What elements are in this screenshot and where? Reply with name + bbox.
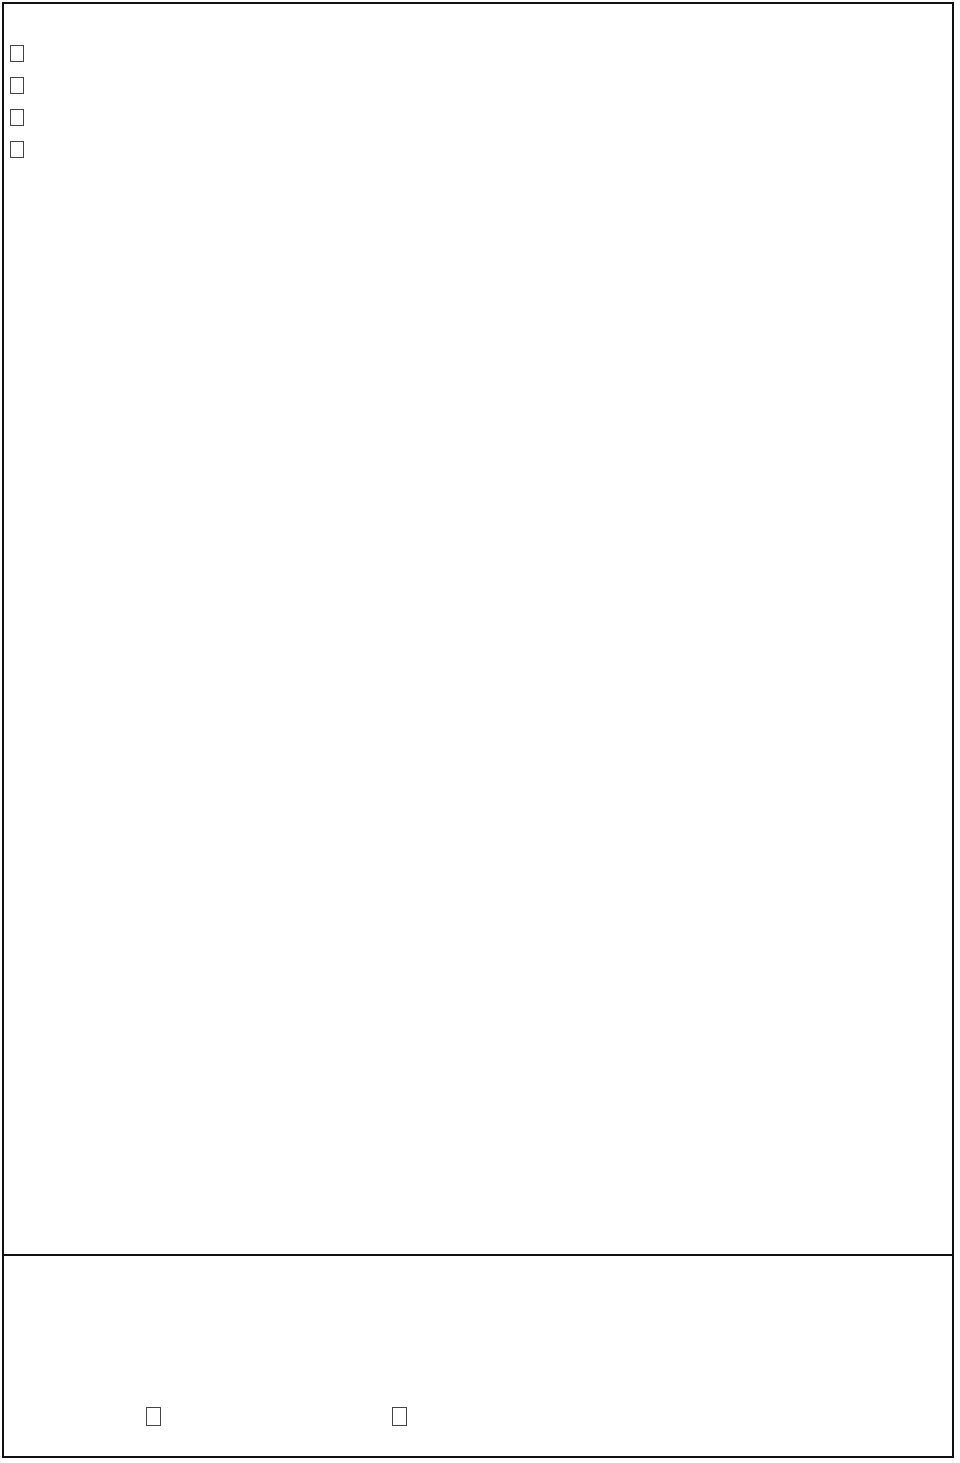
section-7-title xyxy=(10,8,940,38)
section-9-divider xyxy=(2,1254,954,1256)
form-frame xyxy=(2,2,954,1458)
section-7 xyxy=(10,8,940,166)
choice-no[interactable] xyxy=(392,1404,429,1430)
checkbox-icon[interactable] xyxy=(10,141,24,158)
method-option-4[interactable] xyxy=(10,134,940,166)
checkbox-icon[interactable] xyxy=(10,77,24,94)
checkbox-icon[interactable] xyxy=(10,45,24,62)
method-option-1[interactable] xyxy=(10,38,940,70)
method-option-2[interactable] xyxy=(10,70,940,102)
checkbox-icon[interactable] xyxy=(10,109,24,126)
checkbox-icon[interactable] xyxy=(146,1407,161,1426)
checkbox-icon[interactable] xyxy=(392,1407,407,1426)
choice-yes[interactable] xyxy=(146,1404,183,1430)
method-option-3[interactable] xyxy=(10,102,940,134)
